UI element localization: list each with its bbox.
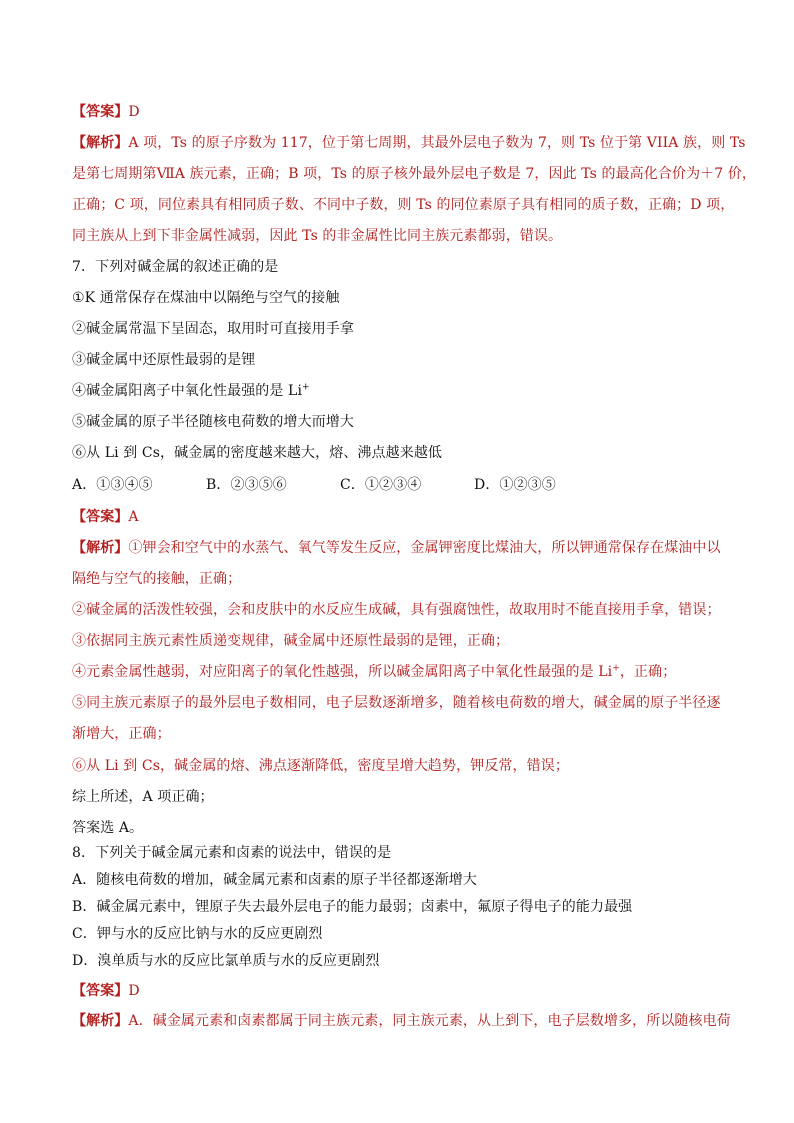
q8-option-c: C．钾与水的反应比钠与水的反应更剧烈 <box>72 926 323 942</box>
q6-analysis-line-4: 同主族从上到下非金属性减弱，因此 Ts 的非金属性比同主族元素都弱，错误。 <box>72 228 563 244</box>
q7-analysis-text-1: ①钾会和空气中的水蒸气、氧气等发生反应，金属钾密度比煤油大，所以钾通常保存在煤油中以 <box>128 540 721 556</box>
q7-analysis-line-3: ②碱金属的活泼性较强，会和皮肤中的水反应生成碱，具有强腐蚀性，故取用时不能直接用手拿，错误； <box>72 602 721 618</box>
q7-analysis-4-post: ，正确； <box>619 664 677 680</box>
q7-analysis-4-pre: ④元素金属性越弱，对应阳离子的氧化性越强，所以碱金属阳离子中氧化性最强的是 Li <box>72 664 613 680</box>
answer-tag: 【答案】 <box>72 983 129 999</box>
answer-tag: 【答案】 <box>72 509 129 525</box>
q8-answer: D <box>128 983 140 999</box>
q7-statement-4-text: ④碱金属阳离子中氧化性最强的是 Li <box>72 383 303 399</box>
q6-answer-line <box>72 102 732 122</box>
q7-statement-3: ③碱金属中还原性最弱的是锂 <box>72 352 256 368</box>
q7-statement-1: ①K 通常保存在煤油中以隔绝与空气的接触 <box>72 290 340 306</box>
q7-answer-line <box>72 507 732 527</box>
q7-analysis-line-7: 渐增大，正确； <box>72 726 171 742</box>
q7-statement-5: ⑤碱金属的原子半径随核电荷数的增大而增大 <box>72 414 354 430</box>
q7-analysis-line-8: ⑥从 Li 到 Cs，碱金属的熔、沸点逐渐降低，密度呈增大趋势，钾反常，错误； <box>72 758 569 774</box>
q7-analysis-line-2: 隔绝与空气的接触，正确； <box>72 571 242 587</box>
q7-analysis-line-5 <box>72 662 732 682</box>
q8-option-d: D．溴单质与水的反应比氯单质与水的反应更剧烈 <box>72 953 380 969</box>
q7-statement-2: ②碱金属常温下呈固态，取用时可直接用手拿 <box>72 321 354 337</box>
answer-tag: 【答案】 <box>72 104 129 120</box>
analysis-tag: 【解析】 <box>72 540 129 556</box>
analysis-tag: 【解析】 <box>72 135 129 151</box>
q6-analysis-text-1: A 项，Ts 的原子序数为 117，位于第七周期，其最外层电子数为 7，则 Ts 位于第 VIIA 族，则 Ts <box>128 135 746 151</box>
q7-stem: 7．下列对碱金属的叙述正确的是 <box>72 259 279 275</box>
q7-final: 答案选 A。 <box>72 820 144 836</box>
q8-analysis-text-1: A．碱金属元素和卤素都属于同主族元素，同主族元素，从上到下，电子层数增多，所以随核电荷 <box>128 1013 731 1029</box>
q8-answer-line <box>72 981 732 1001</box>
q8-stem: 8．下列关于碱金属元素和卤素的说法中，错误的是 <box>72 845 392 861</box>
q7-option-a: A．①③④⑤ <box>72 477 153 493</box>
q8-option-b: B．碱金属元素中，锂原子失去最外层电子的能力最弱；卤素中，氟原子得电子的能力最强 <box>72 899 633 915</box>
q7-statement-4-sup: + <box>302 382 310 393</box>
q7-option-b: B．②③⑤⑥ <box>206 477 287 493</box>
q7-analysis-line-6: ⑤同主族元素原子的最外层电子数相同，电子层数逐渐增多，随着核电荷数的增大，碱金属的原子半径逐 <box>72 695 721 711</box>
q7-answer: A <box>128 509 139 525</box>
q7-statement-4 <box>72 381 732 401</box>
q7-analysis-line-4: ③依据同主族元素性质递变规律，碱金属中还原性最弱的是锂，正确； <box>72 633 510 649</box>
q7-statement-6: ⑥从 Li 到 Cs，碱金属的密度越来越大，熔、沸点越来越低 <box>72 445 443 461</box>
q7-option-c: C．①②③④ <box>340 477 422 493</box>
q7-analysis-line-1 <box>72 538 732 558</box>
q6-analysis-line-2: 是第七周期第ⅦA 族元素，正确；B 项，Ts 的原子核外最外层电子数是 7，因此 Ts 的最高化合价为＋7 价， <box>72 166 757 182</box>
q7-analysis-4-sup: + <box>612 663 620 674</box>
q8-analysis-line-1 <box>72 1011 732 1031</box>
q7-options <box>72 475 732 495</box>
q6-analysis-line-1 <box>72 133 746 153</box>
q7-summary: 综上所述，A 项正确； <box>72 789 214 805</box>
q7-option-d: D．①②③⑤ <box>474 477 556 493</box>
q6-analysis-line-3: 正确；C 项，同位素具有相同质子数、不同中子数，则 Ts 的同位素原子具有相同的质子数，正确；D 项， <box>72 197 735 213</box>
q6-answer: D <box>128 104 140 120</box>
q8-option-a: A．随核电荷数的增加，碱金属元素和卤素的原子半径都逐渐增大 <box>72 872 478 888</box>
analysis-tag: 【解析】 <box>72 1013 129 1029</box>
